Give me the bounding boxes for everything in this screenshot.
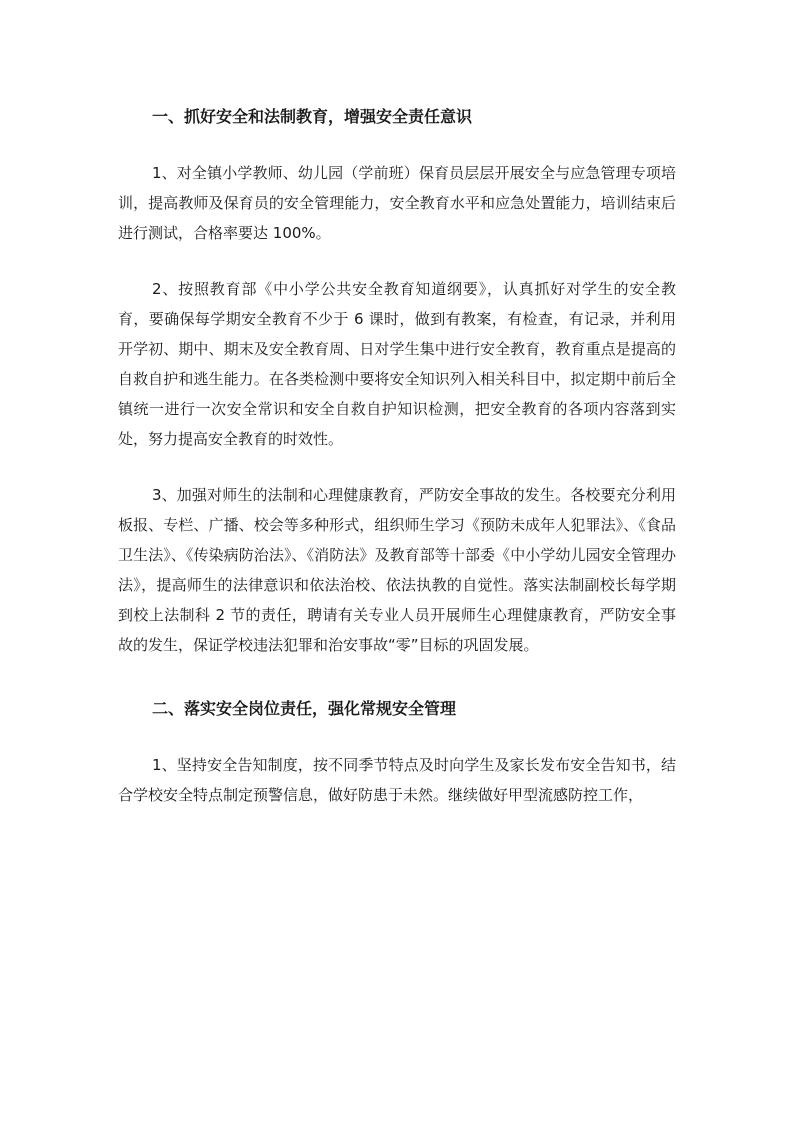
document-page bbox=[118, 96, 676, 810]
paragraph-1-2: 2、按照教育部《中小学公共安全教育知道纲要》，认真抓好对学生的安全教育，要确保每学期安全教育不少于 6 课时，做到有教案，有检查，有记录，并利用开学初、期中、期末及安全教育周、日对学生集中进行安全教育，教育重点是提高的自救自护和逃生能力。在各类检测中要将安全知识列入相关科目中，拟定期中前后全镇统一进行一次安全常识和安全自救自护知识检测，把安全教育的各项内容落到实处，努力提高安全教育的时效性。 bbox=[118, 280, 676, 448]
paragraph-1-3: 3、加强对师生的法制和心理健康教育，严防安全事故的发生。各校要充分利用板报、专栏、广播、校会等多种形式，组织师生学习《预防未成年人犯罪法》、《食品卫生法》、《传染病防治法》、《消防法》及教育部等十部委《中小学幼儿园安全管理办法》，提高师生的法律意识和依法治校、依法执教的自觉性。落实法制副校长每学期到校上法制科 2 节的责任，聘请有关专业人员开展师生心理健康教育，严防安全事故的发生，保证学校违法犯罪和治安事故“零”目标的巩固发展。 bbox=[118, 486, 676, 654]
paragraph-1-1: 1、对全镇小学教师、幼儿园（学前班）保育员层层开展安全与应急管理专项培训，提高教师及保育员的安全管理能力，安全教育水平和应急处置能力，培训结束后进行测试，合格率要达 100%。 bbox=[118, 164, 676, 242]
section-heading-2: 二、落实安全岗位责任，强化常规安全管理 bbox=[152, 699, 457, 718]
section-heading-1: 一、抓好安全和法制教育，增强安全责任意识 bbox=[152, 107, 473, 126]
paragraph-2-1: 1、坚持安全告知制度，按不同季节特点及时向学生及家长发布安全告知书，结合学校安全特点制定预警信息，做好防患于未然。继续做好甲型流感防控工作， bbox=[118, 756, 676, 804]
